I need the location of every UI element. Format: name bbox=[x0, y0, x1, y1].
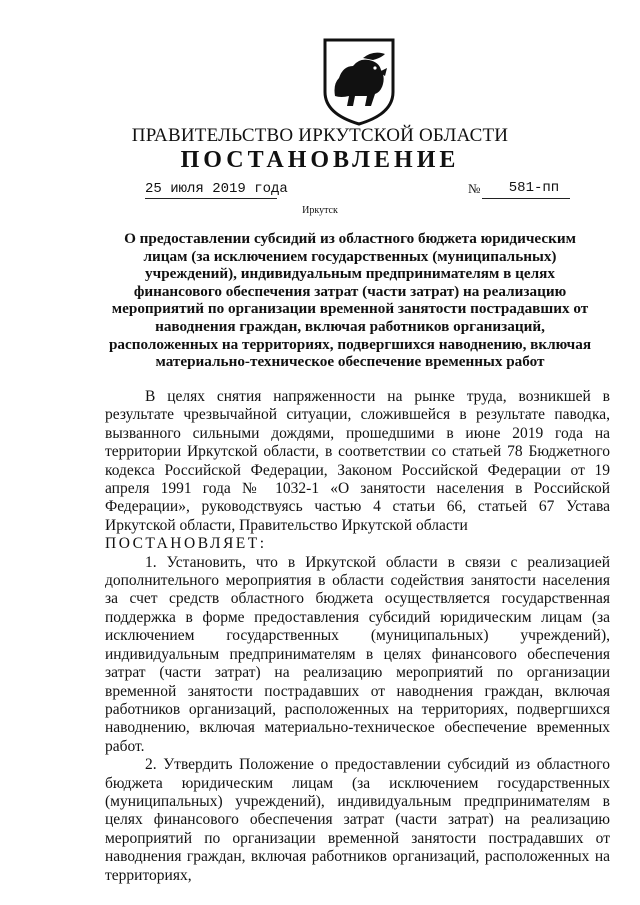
document-number-field bbox=[468, 180, 560, 197]
document-date-field bbox=[145, 181, 288, 197]
number-label: № bbox=[468, 181, 481, 196]
government-name: ПРАВИТЕЛЬСТВО ИРКУТСКОЙ ОБЛАСТИ bbox=[131, 125, 509, 146]
number-underline bbox=[482, 198, 570, 199]
document-body bbox=[105, 388, 610, 885]
preamble-paragraph: В целях снятия напряженности на рынке труда, возникшей в результате чрезвычайной ситуации, сложившейся в результате паводка, вызванного сильными дождями, прошедшими в июне 2019 года на территории Иркутской области, в соответствии со статьей 78 Бюджетного кодекса Российской Федерации, Законом Российской Федерации от 19 апреля 1991 года № 1032-1 «О занятости населения в Российской Федерации», руководствуясь частью 4 статьи 66, статьей 67 Устава Иркутской области, Правительство Иркутской области bbox=[105, 388, 610, 534]
document-type: ПОСТАНОВЛЕНИЕ bbox=[180, 147, 460, 173]
document-number: 581-пп bbox=[508, 180, 560, 196]
document-title: О предоставлении субсидий из областного бюджета юридическим лицам (за исключением государственных (муниципальных) учреждений), индивидуальным предпринимателям в целях финансового обеспечения затрат (части затрат) на реализацию мероприятий по организации временной занятости пострадавших от наводнения граждан, включая работников организаций, расположенных на территориях, подвергшихся наводнению, включая материально-техническое обеспечение временных работ bbox=[108, 230, 592, 371]
item-1-paragraph: 1. Установить, что в Иркутской области в связи с реализацией дополнительного мероприятия в области содействия занятости населения за счет средств областного бюджета осуществляется государственная поддержка в форме предоставления субсидий юридическим лицам (за исключением государственных (муниципальных) учреждений), индивидуальным предпринимателям в целях финансового обеспечения затрат (части затрат) на реализацию мероприятий по организации временной занятости пострадавших от наводнения граждан, включая работников организаций, расположенных на территориях, подвергшихся наводнению, включая материально-техническое обеспечение временных работ. bbox=[105, 553, 610, 755]
document-date: 25 июля 2019 года bbox=[145, 181, 288, 197]
city: Иркутск bbox=[302, 205, 338, 216]
date-underline bbox=[145, 198, 277, 199]
decree-heading: ПОСТАНОВЛЯЕТ: bbox=[105, 535, 267, 553]
item-2-paragraph: 2. Утвердить Положение о предоставлении субсидий из областного бюджета юридическим лицам (за исключением государственных (муниципальных) учреждений), индивидуальным предпринимателям в целях финансового обеспечения затрат (части затрат) на реализацию мероприятий по организации временной занятости пострадавших от наводнения граждан, включая работников организаций, расположенных на территориях, bbox=[105, 756, 610, 884]
irkutsk-coat-of-arms-icon bbox=[319, 36, 399, 126]
